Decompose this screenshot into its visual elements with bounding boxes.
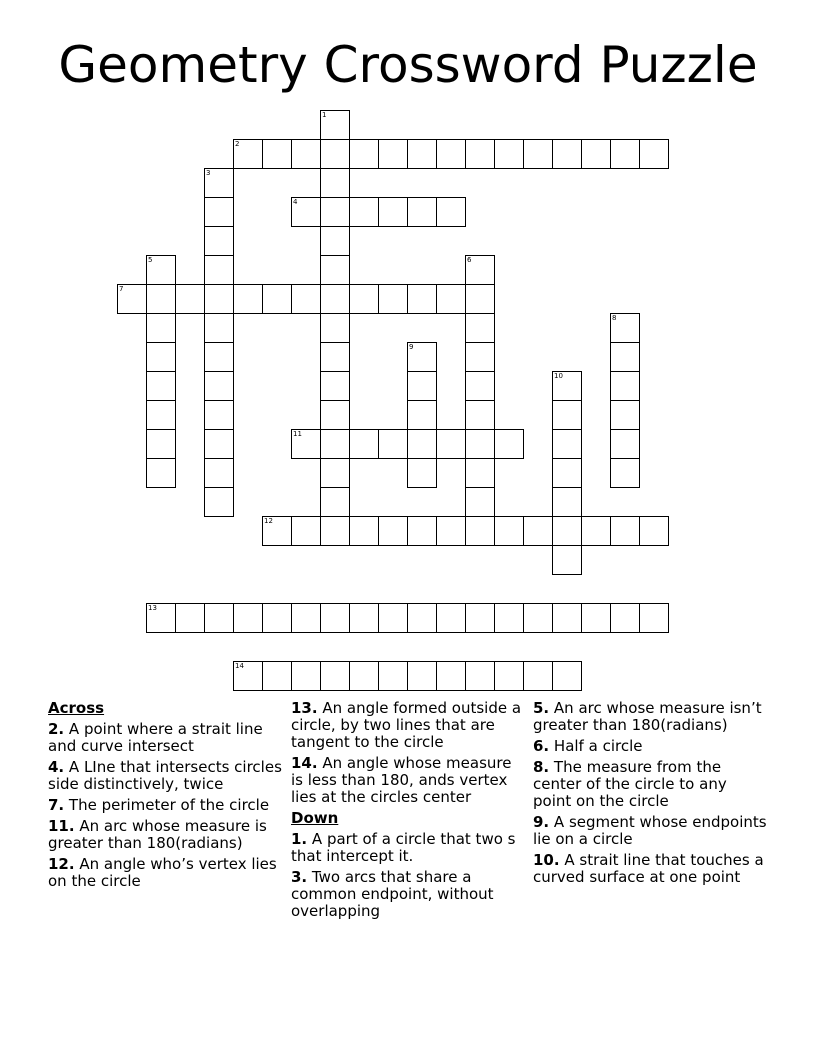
grid-cell[interactable] xyxy=(465,487,495,517)
cell-number: 13 xyxy=(148,604,157,612)
grid-cell[interactable] xyxy=(465,400,495,430)
grid-cell[interactable] xyxy=(494,661,524,691)
clue-across-7: 7. The perimeter of the circle xyxy=(48,796,270,814)
grid-cell[interactable] xyxy=(436,197,466,227)
grid-cell[interactable] xyxy=(146,284,176,314)
clue-across-11: 11. An arc whose measure is greater than 180(radians) xyxy=(48,817,267,852)
clue-across-13: 13. An angle formed outside a circle, by two lines that are tangent to the circle xyxy=(291,699,522,751)
grid-cell[interactable] xyxy=(291,516,321,546)
grid-cell[interactable] xyxy=(610,603,640,633)
grid-cell[interactable] xyxy=(436,139,466,169)
grid-cell[interactable] xyxy=(581,603,611,633)
grid-cell[interactable] xyxy=(146,371,176,401)
grid-cell[interactable] xyxy=(204,603,234,633)
grid-cell[interactable] xyxy=(320,516,350,546)
grid-cell[interactable] xyxy=(610,400,640,430)
grid-cell[interactable] xyxy=(465,313,495,343)
clue-down-8: 8. The measure from the center of the circle to any point on the circle xyxy=(533,758,727,810)
grid-cell[interactable] xyxy=(494,429,524,459)
grid-cell[interactable] xyxy=(436,603,466,633)
grid-cell[interactable] xyxy=(581,516,611,546)
grid-cell[interactable] xyxy=(320,197,350,227)
grid-cell[interactable] xyxy=(233,661,263,691)
grid-cell[interactable] xyxy=(349,516,379,546)
grid-cell[interactable] xyxy=(320,429,350,459)
grid-cell[interactable] xyxy=(146,603,176,633)
grid-cell[interactable] xyxy=(639,603,669,633)
across-heading: Across xyxy=(48,699,105,717)
grid-cell[interactable] xyxy=(175,284,205,314)
grid-cell[interactable] xyxy=(320,139,350,169)
cell-number: 6 xyxy=(467,256,472,264)
grid-cell[interactable] xyxy=(349,661,379,691)
clue-down-9: 9. A segment whose endpoints lie on a circle xyxy=(533,813,767,848)
grid-cell[interactable] xyxy=(465,284,495,314)
grid-cell[interactable] xyxy=(233,603,263,633)
grid-cell[interactable] xyxy=(204,458,234,488)
grid-cell[interactable] xyxy=(262,603,292,633)
grid-cell[interactable] xyxy=(639,516,669,546)
down-heading: Down xyxy=(291,809,339,827)
grid-cell[interactable] xyxy=(146,400,176,430)
grid-cell[interactable] xyxy=(378,429,408,459)
grid-cell[interactable] xyxy=(552,545,582,575)
clue-down-5: 5. An arc whose measure isn’t greater than 180(radians) xyxy=(533,699,762,734)
grid-cell[interactable] xyxy=(146,342,176,372)
grid-cell[interactable] xyxy=(291,197,321,227)
clue-column-3 xyxy=(533,700,769,890)
grid-cell[interactable] xyxy=(320,487,350,517)
cell-number: 14 xyxy=(235,662,244,670)
grid-cell[interactable] xyxy=(262,516,292,546)
cell-number: 12 xyxy=(264,517,273,525)
grid-cell[interactable] xyxy=(204,168,234,198)
grid-cell[interactable] xyxy=(262,661,292,691)
grid-cell[interactable] xyxy=(233,284,263,314)
grid-cell[interactable] xyxy=(320,284,350,314)
grid-cell[interactable] xyxy=(378,661,408,691)
grid-cell[interactable] xyxy=(320,313,350,343)
grid-cell[interactable] xyxy=(610,516,640,546)
grid-cell[interactable] xyxy=(204,400,234,430)
cell-number: 2 xyxy=(235,140,240,148)
grid-cell[interactable] xyxy=(204,313,234,343)
grid-cell[interactable] xyxy=(552,661,582,691)
grid-cell[interactable] xyxy=(552,429,582,459)
grid-cell[interactable] xyxy=(291,139,321,169)
grid-cell[interactable] xyxy=(436,429,466,459)
grid-cell[interactable] xyxy=(465,371,495,401)
clue-across-4: 4. A LIne that intersects circles side distinctively, twice xyxy=(48,758,282,793)
grid-cell[interactable] xyxy=(552,139,582,169)
grid-cell[interactable] xyxy=(465,342,495,372)
grid-cell[interactable] xyxy=(407,603,437,633)
grid-cell[interactable] xyxy=(320,458,350,488)
grid-cell[interactable] xyxy=(610,458,640,488)
clue-column-1 xyxy=(48,700,284,894)
grid-cell[interactable] xyxy=(291,603,321,633)
grid-cell[interactable] xyxy=(639,139,669,169)
grid-cell[interactable] xyxy=(146,313,176,343)
grid-cell[interactable] xyxy=(291,661,321,691)
grid-cell[interactable] xyxy=(349,139,379,169)
cell-number: 5 xyxy=(148,256,153,264)
cell-number: 8 xyxy=(612,314,617,322)
grid-cell[interactable] xyxy=(610,313,640,343)
grid-cell[interactable] xyxy=(320,661,350,691)
clue-down-10: 10. A strait line that touches a curved surface at one point xyxy=(533,851,764,886)
grid-cell[interactable] xyxy=(465,458,495,488)
grid-cell[interactable] xyxy=(465,255,495,285)
cell-number: 1 xyxy=(322,111,327,119)
grid-cell[interactable] xyxy=(523,661,553,691)
grid-cell[interactable] xyxy=(320,400,350,430)
grid-cell[interactable] xyxy=(465,139,495,169)
grid-cell[interactable] xyxy=(523,139,553,169)
grid-cell[interactable] xyxy=(465,603,495,633)
grid-cell[interactable] xyxy=(407,197,437,227)
grid-cell[interactable] xyxy=(552,371,582,401)
cell-number: 10 xyxy=(554,372,563,380)
grid-cell[interactable] xyxy=(378,284,408,314)
grid-cell[interactable] xyxy=(610,342,640,372)
grid-cell[interactable] xyxy=(349,603,379,633)
clue-across-2: 2. A point where a strait line and curve intersect xyxy=(48,720,263,755)
clue-down-6: 6. Half a circle xyxy=(533,737,643,755)
grid-cell[interactable] xyxy=(610,429,640,459)
grid-cell[interactable] xyxy=(407,400,437,430)
grid-cell[interactable] xyxy=(552,400,582,430)
grid-cell[interactable] xyxy=(552,487,582,517)
grid-cell[interactable] xyxy=(262,139,292,169)
grid-cell[interactable] xyxy=(233,139,263,169)
grid-cell[interactable] xyxy=(349,284,379,314)
grid-cell[interactable] xyxy=(291,284,321,314)
grid-cell[interactable] xyxy=(407,516,437,546)
grid-cell[interactable] xyxy=(204,487,234,517)
grid-cell[interactable] xyxy=(494,603,524,633)
cell-number: 11 xyxy=(293,430,302,438)
grid-cell[interactable] xyxy=(407,371,437,401)
grid-cell[interactable] xyxy=(320,255,350,285)
grid-cell[interactable] xyxy=(146,255,176,285)
grid-cell[interactable] xyxy=(581,139,611,169)
grid-cell[interactable] xyxy=(349,429,379,459)
grid-cell[interactable] xyxy=(610,371,640,401)
grid-cell[interactable] xyxy=(320,342,350,372)
grid-cell[interactable] xyxy=(320,168,350,198)
cell-number: 7 xyxy=(119,285,124,293)
page-title: Geometry Crossword Puzzle xyxy=(58,36,758,94)
grid-cell[interactable] xyxy=(320,603,350,633)
grid-cell[interactable] xyxy=(407,342,437,372)
clue-down-3: 3. Two arcs that share a common endpoint, without overlapping xyxy=(291,868,494,920)
grid-cell[interactable] xyxy=(146,429,176,459)
grid-cell[interactable] xyxy=(494,139,524,169)
clue-across-14: 14. An angle whose measure is less than 180, ands vertex lies at the circles center xyxy=(291,754,512,806)
grid-cell[interactable] xyxy=(407,139,437,169)
grid-cell[interactable] xyxy=(320,226,350,256)
grid-cell[interactable] xyxy=(407,284,437,314)
cell-number: 3 xyxy=(206,169,211,177)
grid-cell[interactable] xyxy=(204,197,234,227)
grid-cell[interactable] xyxy=(610,139,640,169)
grid-cell[interactable] xyxy=(349,197,379,227)
grid-cell[interactable] xyxy=(146,458,176,488)
cell-number: 9 xyxy=(409,343,414,351)
grid-cell[interactable] xyxy=(204,284,234,314)
grid-cell[interactable] xyxy=(204,226,234,256)
grid-cell[interactable] xyxy=(204,429,234,459)
grid-cell[interactable] xyxy=(204,255,234,285)
clue-column-2 xyxy=(291,700,527,924)
grid-cell[interactable] xyxy=(494,516,524,546)
grid-cell[interactable] xyxy=(523,516,553,546)
grid-cell[interactable] xyxy=(291,429,321,459)
grid-cell[interactable] xyxy=(436,284,466,314)
grid-cell[interactable] xyxy=(465,516,495,546)
grid-cell[interactable] xyxy=(262,284,292,314)
cell-number: 4 xyxy=(293,198,298,206)
grid-cell[interactable] xyxy=(117,284,147,314)
grid-cell[interactable] xyxy=(378,603,408,633)
grid-cell[interactable] xyxy=(552,458,582,488)
grid-cell[interactable] xyxy=(175,603,205,633)
grid-cell[interactable] xyxy=(378,197,408,227)
grid-cell[interactable] xyxy=(378,516,408,546)
grid-cell[interactable] xyxy=(436,661,466,691)
grid-cell[interactable] xyxy=(204,371,234,401)
clue-across-12: 12. An angle who’s vertex lies on the circle xyxy=(48,855,277,890)
grid-cell[interactable] xyxy=(523,603,553,633)
grid-cell[interactable] xyxy=(465,661,495,691)
grid-cell[interactable] xyxy=(378,139,408,169)
grid-cell[interactable] xyxy=(407,429,437,459)
grid-cell[interactable] xyxy=(204,342,234,372)
grid-cell[interactable] xyxy=(320,110,350,140)
grid-cell[interactable] xyxy=(320,371,350,401)
grid-cell[interactable] xyxy=(552,603,582,633)
grid-cell[interactable] xyxy=(407,458,437,488)
clue-down-1: 1. A part of a circle that two s that intercept it. xyxy=(291,830,516,865)
grid-cell[interactable] xyxy=(436,516,466,546)
grid-cell[interactable] xyxy=(552,516,582,546)
grid-cell[interactable] xyxy=(407,661,437,691)
grid-cell[interactable] xyxy=(465,429,495,459)
